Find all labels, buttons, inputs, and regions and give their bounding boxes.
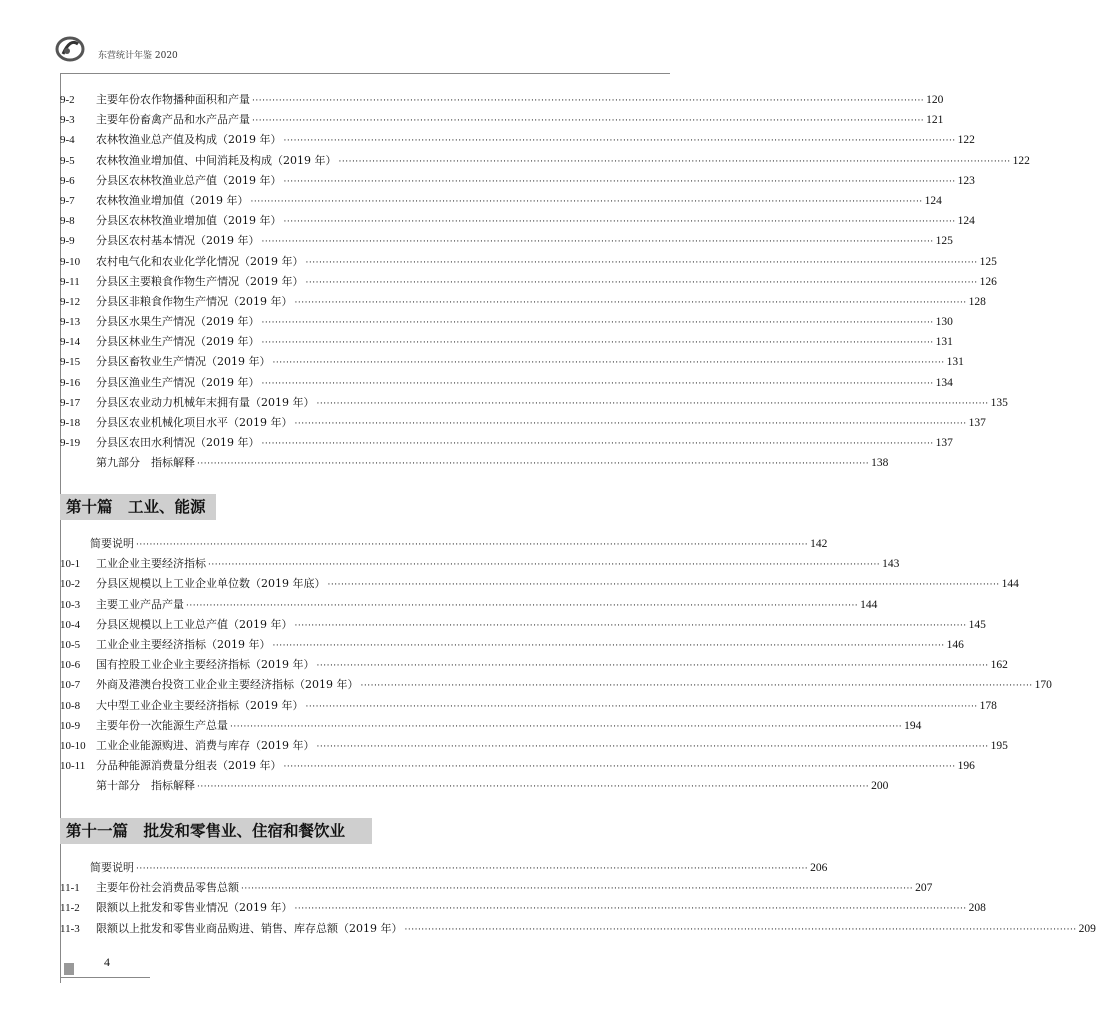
entry-page: 200	[871, 780, 889, 793]
entry-title: 农林牧渔业增加值（2019 年）	[96, 193, 249, 207]
entry-page: 142	[810, 538, 828, 550]
entry-title: 主要年份一次能源生产总量	[96, 718, 228, 732]
entry-page: 135	[990, 396, 1008, 409]
entry-number: 9-7	[60, 194, 75, 207]
toc-entry[interactable]	[60, 433, 953, 453]
entry-page: 125	[935, 235, 953, 248]
toc-entry[interactable]	[60, 393, 1008, 413]
toc-entry[interactable]	[60, 554, 900, 574]
entry-title: 分县区农村基本情况（2019 年）	[96, 234, 260, 248]
entry-number: 10-11	[60, 760, 86, 773]
toc-entry[interactable]	[60, 595, 878, 615]
entry-page: 137	[968, 417, 986, 429]
entry-title: 分县区农业动力机械年末拥有量（2019 年）	[96, 395, 315, 409]
toc-entry[interactable]	[60, 716, 922, 736]
entry-title: 分县区林业生产情况（2019 年）	[96, 335, 260, 349]
leader-dots: ········································································································································································································	[316, 661, 989, 672]
leader-dots: ········································································································································································································	[261, 338, 934, 349]
toc-section-9	[60, 90, 1030, 474]
entry-page: 207	[915, 882, 933, 895]
entry-page: 131	[946, 356, 964, 369]
entry-number: 9-19	[60, 437, 81, 450]
entry-number: 10-8	[60, 699, 81, 712]
toc-entry[interactable]	[60, 312, 953, 332]
chapter-heading: 第十一篇 批发和零售业、住宿和餐饮业	[60, 818, 372, 844]
entry-page: 206	[810, 862, 828, 874]
entry-page: 143	[882, 558, 900, 571]
leader-dots: ········································································································································································································	[261, 237, 934, 248]
leader-dots: ········································································································································································································	[294, 620, 967, 631]
toc-entry[interactable]	[60, 675, 1052, 695]
entry-title: 分县区农业机械化项目水平（2019 年）	[96, 416, 293, 429]
toc-entry[interactable]	[60, 655, 1008, 675]
entry-number: 9-11	[60, 275, 80, 288]
toc-entry[interactable]	[60, 736, 1008, 756]
entry-title: 分品种能源消费量分组表（2019 年）	[96, 759, 282, 773]
toc-entry[interactable]	[60, 151, 1030, 171]
toc-entry[interactable]	[60, 696, 997, 716]
entry-number: 10-5	[60, 638, 81, 651]
entry-page: 196	[957, 760, 975, 773]
toc-section-11	[60, 858, 1096, 939]
entry-title: 分县区主要粮食作物生产情况（2019 年）	[96, 274, 304, 288]
leader-dots: ········································································································································································································	[252, 116, 925, 127]
entry-page: 126	[979, 275, 997, 288]
toc-entry[interactable]	[60, 191, 942, 211]
entry-page: 208	[968, 902, 986, 915]
toc-entry[interactable]	[60, 171, 975, 191]
entry-number: 9-17	[60, 396, 81, 409]
entry-page: 120	[926, 94, 944, 106]
page-number: 4	[104, 955, 110, 969]
toc-entry[interactable]	[60, 453, 889, 473]
entry-title: 分县区农田水利情况（2019 年）	[96, 436, 260, 450]
leader-dots: ········································································································································································································	[305, 277, 978, 288]
toc-entry[interactable]	[60, 211, 975, 231]
entry-title: 分县区水果生产情况（2019 年）	[96, 315, 260, 329]
toc-entry[interactable]	[60, 352, 964, 372]
leader-dots: ········································································································································································································	[261, 378, 934, 389]
entry-title: 农村电气化和农业化学化情况（2019 年）	[96, 254, 304, 268]
entry-title: 主要年份畜禽产品和水产品产量	[96, 113, 250, 127]
entry-title: 农林牧渔业增加值、中间消耗及构成（2019 年）	[96, 153, 337, 167]
entry-page: 144	[860, 598, 878, 611]
yearbook-logo-icon	[54, 34, 86, 64]
leader-dots: ········································································································································································································	[294, 419, 967, 429]
toc-entry[interactable]	[60, 756, 975, 776]
entry-page: 194	[904, 719, 922, 732]
leader-dots: ········································································································································································································	[186, 600, 859, 611]
leader-dots: ········································································································································································································	[197, 459, 870, 470]
entry-page: 125	[979, 255, 997, 268]
entry-title: 分县区农林牧渔业总产值（2019 年）	[96, 173, 282, 187]
entry-title: 分县区非粮食作物生产情况（2019 年）	[96, 294, 293, 308]
entry-title: 主要工业产品产量	[96, 597, 184, 611]
leader-dots: ········································································································································································································	[252, 96, 925, 106]
entry-number: 9-10	[60, 255, 81, 268]
entry-number: 10-1	[60, 558, 81, 571]
entry-number: 9-15	[60, 356, 81, 369]
entry-title: 分县区畜牧业生产情况（2019 年）	[96, 355, 271, 369]
toc-entry[interactable]	[60, 858, 828, 878]
toc-entry[interactable]	[60, 534, 828, 554]
toc-entry[interactable]	[60, 110, 944, 130]
header-rule	[60, 73, 670, 74]
entry-title: 分县区渔业生产情况（2019 年）	[96, 375, 260, 389]
entry-number: 9-5	[60, 154, 75, 167]
toc-entry[interactable]	[60, 231, 953, 251]
entry-page: 170	[1034, 679, 1052, 692]
entry-title: 主要年份农作物播种面积和产量	[96, 93, 250, 106]
leader-dots: ········································································································································································································	[283, 176, 956, 187]
toc-entry[interactable]	[60, 919, 1096, 939]
entry-page: 131	[935, 336, 953, 349]
leader-dots: ········································································································································································································	[283, 217, 956, 228]
toc-entry[interactable]	[60, 252, 997, 272]
entry-page: 124	[957, 215, 975, 228]
leader-dots: ········································································································································································································	[360, 681, 1033, 692]
leader-dots: ········································································································································································································	[283, 762, 956, 773]
leader-dots: ········································································································································································································	[316, 741, 989, 752]
entry-title: 主要年份社会消费品零售总额	[96, 881, 239, 895]
entry-title: 限额以上批发和零售业商品购进、销售、库存总额（2019 年）	[96, 921, 403, 935]
leader-dots: ········································································································································································································	[136, 864, 809, 874]
entry-number: 9-3	[60, 114, 75, 127]
entry-page: 178	[979, 699, 997, 712]
entry-number: 9-12	[60, 295, 81, 308]
leader-dots: ········································································································································································································	[294, 297, 967, 308]
entry-page: 144	[1001, 578, 1019, 591]
entry-title: 工业企业能源购进、消费与库存（2019 年）	[96, 738, 315, 752]
entry-page: 162	[990, 659, 1008, 672]
toc-entry[interactable]	[60, 413, 986, 433]
entry-page: 123	[957, 174, 975, 187]
toc-entry[interactable]	[60, 898, 986, 918]
entry-number: 9-6	[60, 174, 75, 187]
entry-number: 9-16	[60, 376, 81, 389]
leader-dots: ········································································································································································································	[338, 156, 1011, 167]
entry-number: 10-9	[60, 719, 81, 732]
entry-number: 9-2	[60, 94, 75, 106]
chapter-heading: 第十篇 工业、能源	[60, 494, 216, 520]
footer-marker	[64, 963, 74, 975]
entry-number: 9-4	[60, 134, 75, 147]
leader-dots: ········································································································································································································	[316, 398, 989, 409]
entry-page: 134	[935, 376, 953, 389]
toc-entry[interactable]	[60, 130, 975, 150]
entry-title: 农林牧渔业总产值及构成（2019 年）	[96, 133, 282, 147]
entry-title: 工业企业主要经济指标（2019 年）	[96, 637, 271, 651]
entry-title: 分县区规模以上工业总产值（2019 年）	[96, 617, 293, 631]
toc-entry[interactable]	[60, 373, 953, 393]
entry-page: 146	[946, 638, 964, 651]
entry-number: 11-2	[60, 902, 80, 915]
entry-page: 130	[935, 316, 953, 329]
toc-entry[interactable]	[60, 272, 997, 292]
toc-entry[interactable]	[60, 574, 1019, 594]
entry-number: 9-8	[60, 215, 75, 228]
entry-number: 11-1	[60, 882, 80, 895]
leader-dots: ········································································································································································································	[327, 580, 1000, 591]
entry-page: 122	[957, 134, 975, 147]
toc-entry[interactable]	[60, 292, 986, 312]
entry-page: 138	[871, 457, 889, 470]
leader-dots: ········································································································································································································	[197, 782, 870, 793]
leader-dots: ········································································································································································································	[261, 439, 934, 450]
entry-page: 137	[935, 437, 953, 450]
toc-entry[interactable]	[60, 615, 986, 635]
leader-dots: ········································································································································································································	[404, 924, 1077, 935]
entry-number: 10-2	[60, 578, 81, 591]
entry-page: 195	[990, 739, 1008, 752]
entry-title: 简要说明	[90, 537, 134, 550]
toc-section-10	[60, 534, 1052, 796]
leader-dots: ········································································································································································································	[305, 257, 978, 268]
toc-entry[interactable]	[60, 332, 953, 352]
leader-dots: ········································································································································································································	[250, 196, 923, 207]
leader-dots: ········································································································································································································	[230, 721, 903, 732]
entry-number: 10-3	[60, 598, 81, 611]
entry-number: 10-10	[60, 739, 86, 752]
entry-page: 128	[968, 295, 986, 308]
entry-title: 第十部分 指标解释	[96, 779, 195, 793]
yearbook-title: 东营统计年鉴 2020	[98, 51, 178, 61]
entry-title: 工业企业主要经济指标	[96, 557, 206, 571]
leader-dots: ········································································································································································································	[241, 884, 914, 895]
entry-number: 10-4	[60, 618, 81, 631]
leader-dots: ········································································································································································································	[283, 136, 956, 147]
entry-title: 分县区农林牧渔业增加值（2019 年）	[96, 214, 282, 228]
entry-page: 121	[926, 114, 944, 127]
entry-page: 145	[968, 618, 986, 631]
leader-dots: ········································································································································································································	[261, 318, 934, 329]
entry-number: 9-9	[60, 235, 75, 248]
entry-number: 10-7	[60, 679, 81, 692]
toc-entry[interactable]	[60, 878, 933, 898]
footer-rule	[60, 977, 150, 978]
leader-dots: ········································································································································································································	[272, 358, 945, 369]
entry-title: 大中型工业企业主要经济指标（2019 年）	[96, 698, 304, 712]
entry-title: 限额以上批发和零售业情况（2019 年）	[96, 901, 293, 915]
entry-title: 国有控股工业企业主要经济指标（2019 年）	[96, 658, 315, 672]
toc-entry[interactable]	[60, 635, 964, 655]
entry-number: 10-6	[60, 659, 81, 672]
entry-title: 外商及港澳台投资工业企业主要经济指标（2019 年）	[96, 678, 359, 692]
leader-dots: ········································································································································································································	[272, 640, 945, 651]
entry-title: 分县区规模以上工业企业单位数（2019 年底）	[96, 577, 326, 591]
toc-entry[interactable]	[60, 90, 944, 110]
leader-dots: ········································································································································································································	[208, 560, 881, 571]
leader-dots: ········································································································································································································	[305, 701, 978, 712]
leader-dots: ········································································································································································································	[294, 904, 967, 915]
entry-page: 124	[924, 194, 942, 207]
entry-page: 122	[1012, 154, 1030, 167]
entry-title: 第九部分 指标解释	[96, 456, 195, 470]
entry-number: 11-3	[60, 922, 80, 935]
entry-number: 9-13	[60, 316, 81, 329]
entry-number: 9-18	[60, 417, 81, 429]
entry-page: 209	[1078, 922, 1096, 935]
entry-number: 9-14	[60, 336, 81, 349]
entry-title: 简要说明	[90, 861, 134, 874]
leader-dots: ········································································································································································································	[136, 540, 809, 550]
toc-entry[interactable]	[60, 776, 889, 796]
